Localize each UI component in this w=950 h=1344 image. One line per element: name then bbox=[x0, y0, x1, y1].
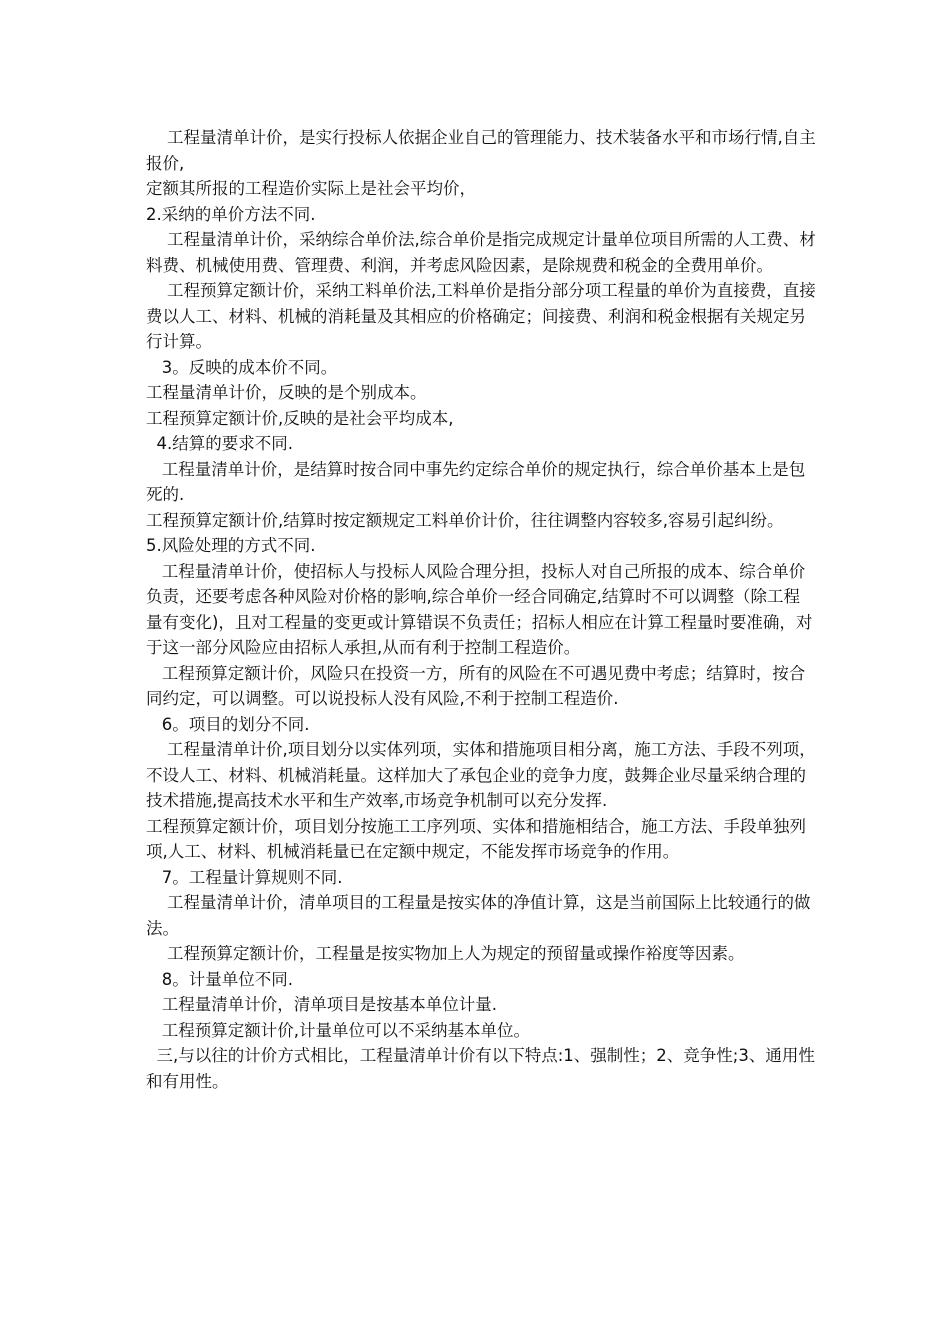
section-heading-3: 3。反映的成本价不同。 bbox=[146, 357, 338, 377]
paragraph-13: 工程量清单计价，清单项目的工程量是按实体的净值计算，这是当前国际上比较通行的做法。 bbox=[146, 893, 811, 938]
paragraph-9: 工程量清单计价，使招标人与投标人风险合理分担，投标人对自己所报的成本、综合单价负责，还要考虑各种风险对价格的影响,综合单价一经合同确定,结算时不可以调整（除工程量有变化)，且对工程量的变更或计算错误不负责任；招标人相应在计算工程量时要准确，对于这一部分风险应由招标人承担,从而有利于控制工程造价。 bbox=[146, 561, 813, 657]
paragraph-6: 工程预算定额计价,反映的是社会平均成本, bbox=[146, 408, 454, 428]
document-body bbox=[146, 125, 816, 1094]
section-heading-6: 6。项目的划分不同. bbox=[146, 714, 310, 734]
section-heading-4: 4.结算的要求不同. bbox=[146, 434, 293, 453]
paragraph-4: 工程预算定额计价，采纳工料单价法,工料单价是指分部分项工程量的单价为直接费，直接费以人工、材料、机械的消耗量及其相应的价格确定；间接费、利润和税金根据有关规定另行计算。 bbox=[146, 281, 816, 351]
section-heading-2: 2.采纳的单价方法不同. bbox=[146, 204, 316, 224]
paragraph-10: 工程预算定额计价，风险只在投资一方，所有的风险在不可遇见费中考虑；结算时，按合同约定，可以调整。可以说投标人没有风险,不利于控制工程造价. bbox=[146, 663, 806, 708]
section-heading-7: 7。工程量计算规则不同. bbox=[146, 867, 343, 887]
paragraph-2: 定额其所报的工程造价实际上是社会平均价， bbox=[146, 179, 476, 198]
paragraph-14: 工程预算定额计价，工程量是按实物加上人为规定的预留量或操作裕度等因素。 bbox=[146, 944, 745, 963]
paragraph-15: 工程量清单计价，清单项目是按基本单位计量. bbox=[146, 995, 497, 1014]
section-three-summary: 三,与以往的计价方式相比，工程量清单计价有以下特点:1、强制性；2、竞争性;3、通用性和有用性。 bbox=[146, 1046, 815, 1091]
paragraph-11: 工程量清单计价,项目划分以实体列项，实体和措施项目相分离，施工方法、手段不列项，不设人工、材料、机械消耗量。这样加大了承包企业的竞争力度，鼓舞企业尽量采纳合理的技术措施,提高技术水平和生产效率,市场竞争机制可以充分发挥. bbox=[146, 740, 816, 810]
paragraph-1: 工程量清单计价，是实行投标人依据企业自己的管理能力、技术装备水平和市场行情,自主报价, bbox=[146, 128, 816, 173]
section-heading-8: 8。计量单位不同. bbox=[146, 969, 293, 989]
section-heading-5: 5.风险处理的方式不同. bbox=[146, 536, 316, 555]
paragraph-3: 工程量清单计价，采纳综合单价法,综合单价是指完成规定计量单位项目所需的人工费、材料费、机械使用费、管理费、利润，并考虑风险因素，是除规费和税金的全费用单价。 bbox=[146, 230, 816, 275]
paragraph-16: 工程预算定额计价,计量单位可以不采纳基本单位。 bbox=[146, 1020, 530, 1040]
paragraph-8: 工程预算定额计价,结算时按定额规定工料单价计价，往往调整内容较多,容易引起纠纷。 bbox=[146, 510, 784, 530]
paragraph-5: 工程量清单计价，反映的是个别成本。 bbox=[146, 383, 427, 402]
paragraph-12: 工程预算定额计价，项目划分按施工工序列项、实体和措施相结合，施工方法、手段单独列项,人工、材料、机械消耗量已在定额中规定，不能发挥市场竞争的作用。 bbox=[146, 816, 806, 861]
paragraph-7: 工程量清单计价，是结算时按合同中事先约定综合单价的规定执行，综合单价基本上是包死的. bbox=[146, 459, 806, 504]
